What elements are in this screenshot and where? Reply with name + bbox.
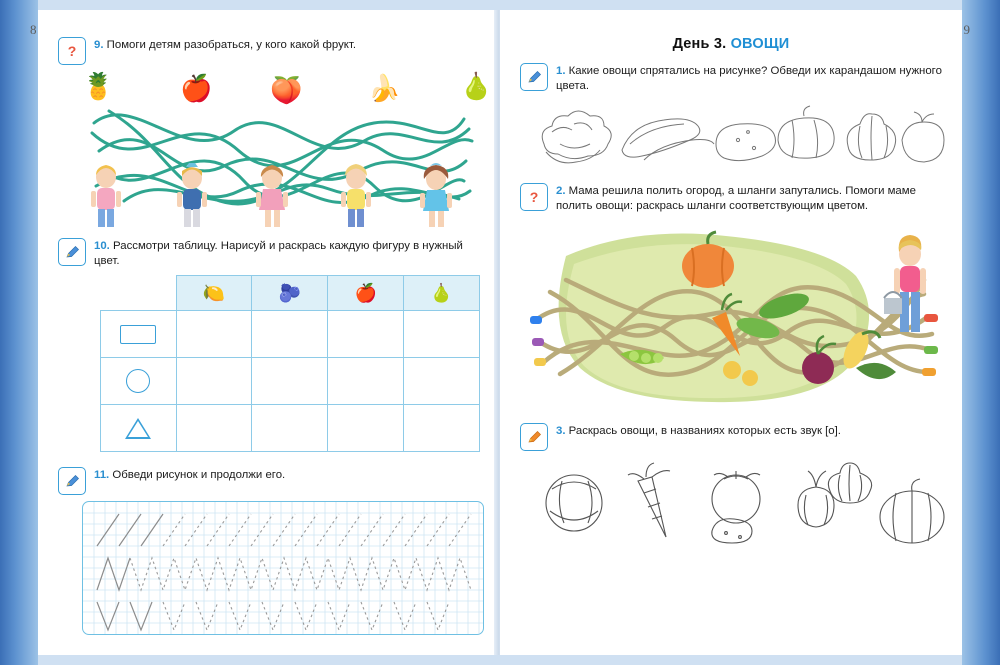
task-r1-number: 1.	[556, 65, 566, 77]
task-9-number: 9.	[94, 39, 104, 51]
task-10-text	[94, 237, 480, 269]
task-r3-number: 3.	[556, 425, 566, 438]
cell-empty[interactable]	[404, 311, 480, 358]
task-9-label: Помоги детям разобраться, у кого какой фрукт.	[106, 39, 357, 51]
header-lemon-icon: 🍋	[176, 276, 252, 311]
fruit-pineapple-icon: 🍍	[82, 71, 115, 101]
cell-empty[interactable]	[404, 358, 480, 405]
task-11-label: Обведи рисунок и продолжи его.	[112, 469, 286, 482]
hidden-vegetables-drawing[interactable]	[526, 100, 946, 172]
table-row	[101, 405, 480, 452]
page-title	[520, 36, 942, 52]
fruit-maze-illustration	[64, 71, 493, 229]
folio-left: 8	[30, 22, 37, 37]
child-3	[252, 163, 292, 229]
task-r1	[520, 62, 942, 94]
tracing-practice-box[interactable]	[82, 501, 484, 635]
task-10-number: 10.	[94, 240, 110, 252]
folio-right: 9	[963, 22, 970, 37]
figure-rectangle	[101, 311, 177, 358]
cell-empty[interactable]	[328, 358, 404, 405]
cell-empty[interactable]	[176, 358, 252, 405]
question-icon	[58, 37, 86, 65]
cell-empty[interactable]	[252, 405, 328, 452]
pencil-icon	[520, 423, 548, 451]
task-r2-number: 2.	[556, 185, 566, 198]
pencil-icon	[58, 238, 86, 266]
cell-empty[interactable]	[176, 311, 252, 358]
task-9-text	[94, 36, 356, 53]
table-row	[101, 311, 480, 358]
page-left	[38, 10, 500, 655]
task-9	[58, 36, 480, 65]
question-icon	[520, 183, 548, 211]
figure-circle	[101, 358, 177, 405]
figure-triangle	[101, 405, 177, 452]
task-r1-label: Какие овощи спрятались на рисунке? Обведи их карандашом нужного цвета.	[556, 65, 942, 93]
fruit-pomegranate-icon: 🍎	[180, 73, 213, 103]
svg-text:?: ?	[67, 43, 77, 59]
pencil-icon	[58, 467, 86, 495]
page-frame-left	[0, 0, 38, 665]
task-r3-text	[556, 422, 841, 439]
table-header-row	[101, 276, 480, 311]
coloring-vegetables-row[interactable]	[526, 459, 946, 551]
table-row	[101, 358, 480, 405]
fruit-row	[74, 71, 493, 115]
task-10	[58, 237, 480, 269]
child-5	[416, 163, 456, 229]
task-10-label: Рассмотри таблицу. Нарисуй и раскрась каждую фигуру в нужный цвет.	[94, 240, 463, 268]
child-1	[86, 163, 126, 229]
task-r3-label: Раскрась овощи, в названиях которых есть звук [о].	[568, 425, 841, 438]
task-r2	[520, 182, 942, 214]
fruit-pear-icon: 🍐	[460, 71, 493, 101]
cell-empty[interactable]	[404, 405, 480, 452]
page-frame-top	[0, 0, 1000, 10]
cell-empty[interactable]	[252, 311, 328, 358]
task-r2-label: Мама решила полить огород, а шланги запутались. Помоги маме полить овощи: раскрась шланги соответствующим цветом.	[556, 185, 916, 213]
cell-empty[interactable]	[252, 358, 328, 405]
cell-empty[interactable]	[176, 405, 252, 452]
page-title-accent: ОВОЩИ	[730, 36, 790, 52]
page-title-prefix: День 3.	[672, 36, 731, 52]
task-r3	[520, 422, 942, 451]
task-r2-text	[556, 182, 942, 214]
children-row	[86, 163, 470, 229]
header-apple-icon: 🍎	[328, 276, 404, 311]
figure-color-table	[100, 275, 480, 452]
fruit-peach-icon: 🍑	[270, 75, 303, 105]
cell-empty[interactable]	[328, 311, 404, 358]
child-4	[336, 163, 376, 229]
child-2	[172, 163, 212, 229]
header-pear-icon: 🍐	[404, 276, 480, 311]
page-frame-bottom	[0, 655, 1000, 665]
task-r1-text	[556, 62, 942, 94]
task-11-number: 11.	[94, 469, 110, 482]
fruit-banana-icon: 🍌	[368, 73, 401, 103]
svg-text:?: ?	[529, 189, 539, 206]
hose-maze-illustration[interactable]	[526, 222, 946, 412]
table-corner-cell	[101, 276, 177, 311]
header-plums-icon: 🫐	[252, 276, 328, 311]
task-11	[58, 466, 480, 495]
page-frame-right	[962, 0, 1000, 665]
cell-empty[interactable]	[328, 405, 404, 452]
page-right	[500, 10, 962, 655]
task-11-text	[94, 466, 285, 483]
pencil-icon	[520, 63, 548, 91]
